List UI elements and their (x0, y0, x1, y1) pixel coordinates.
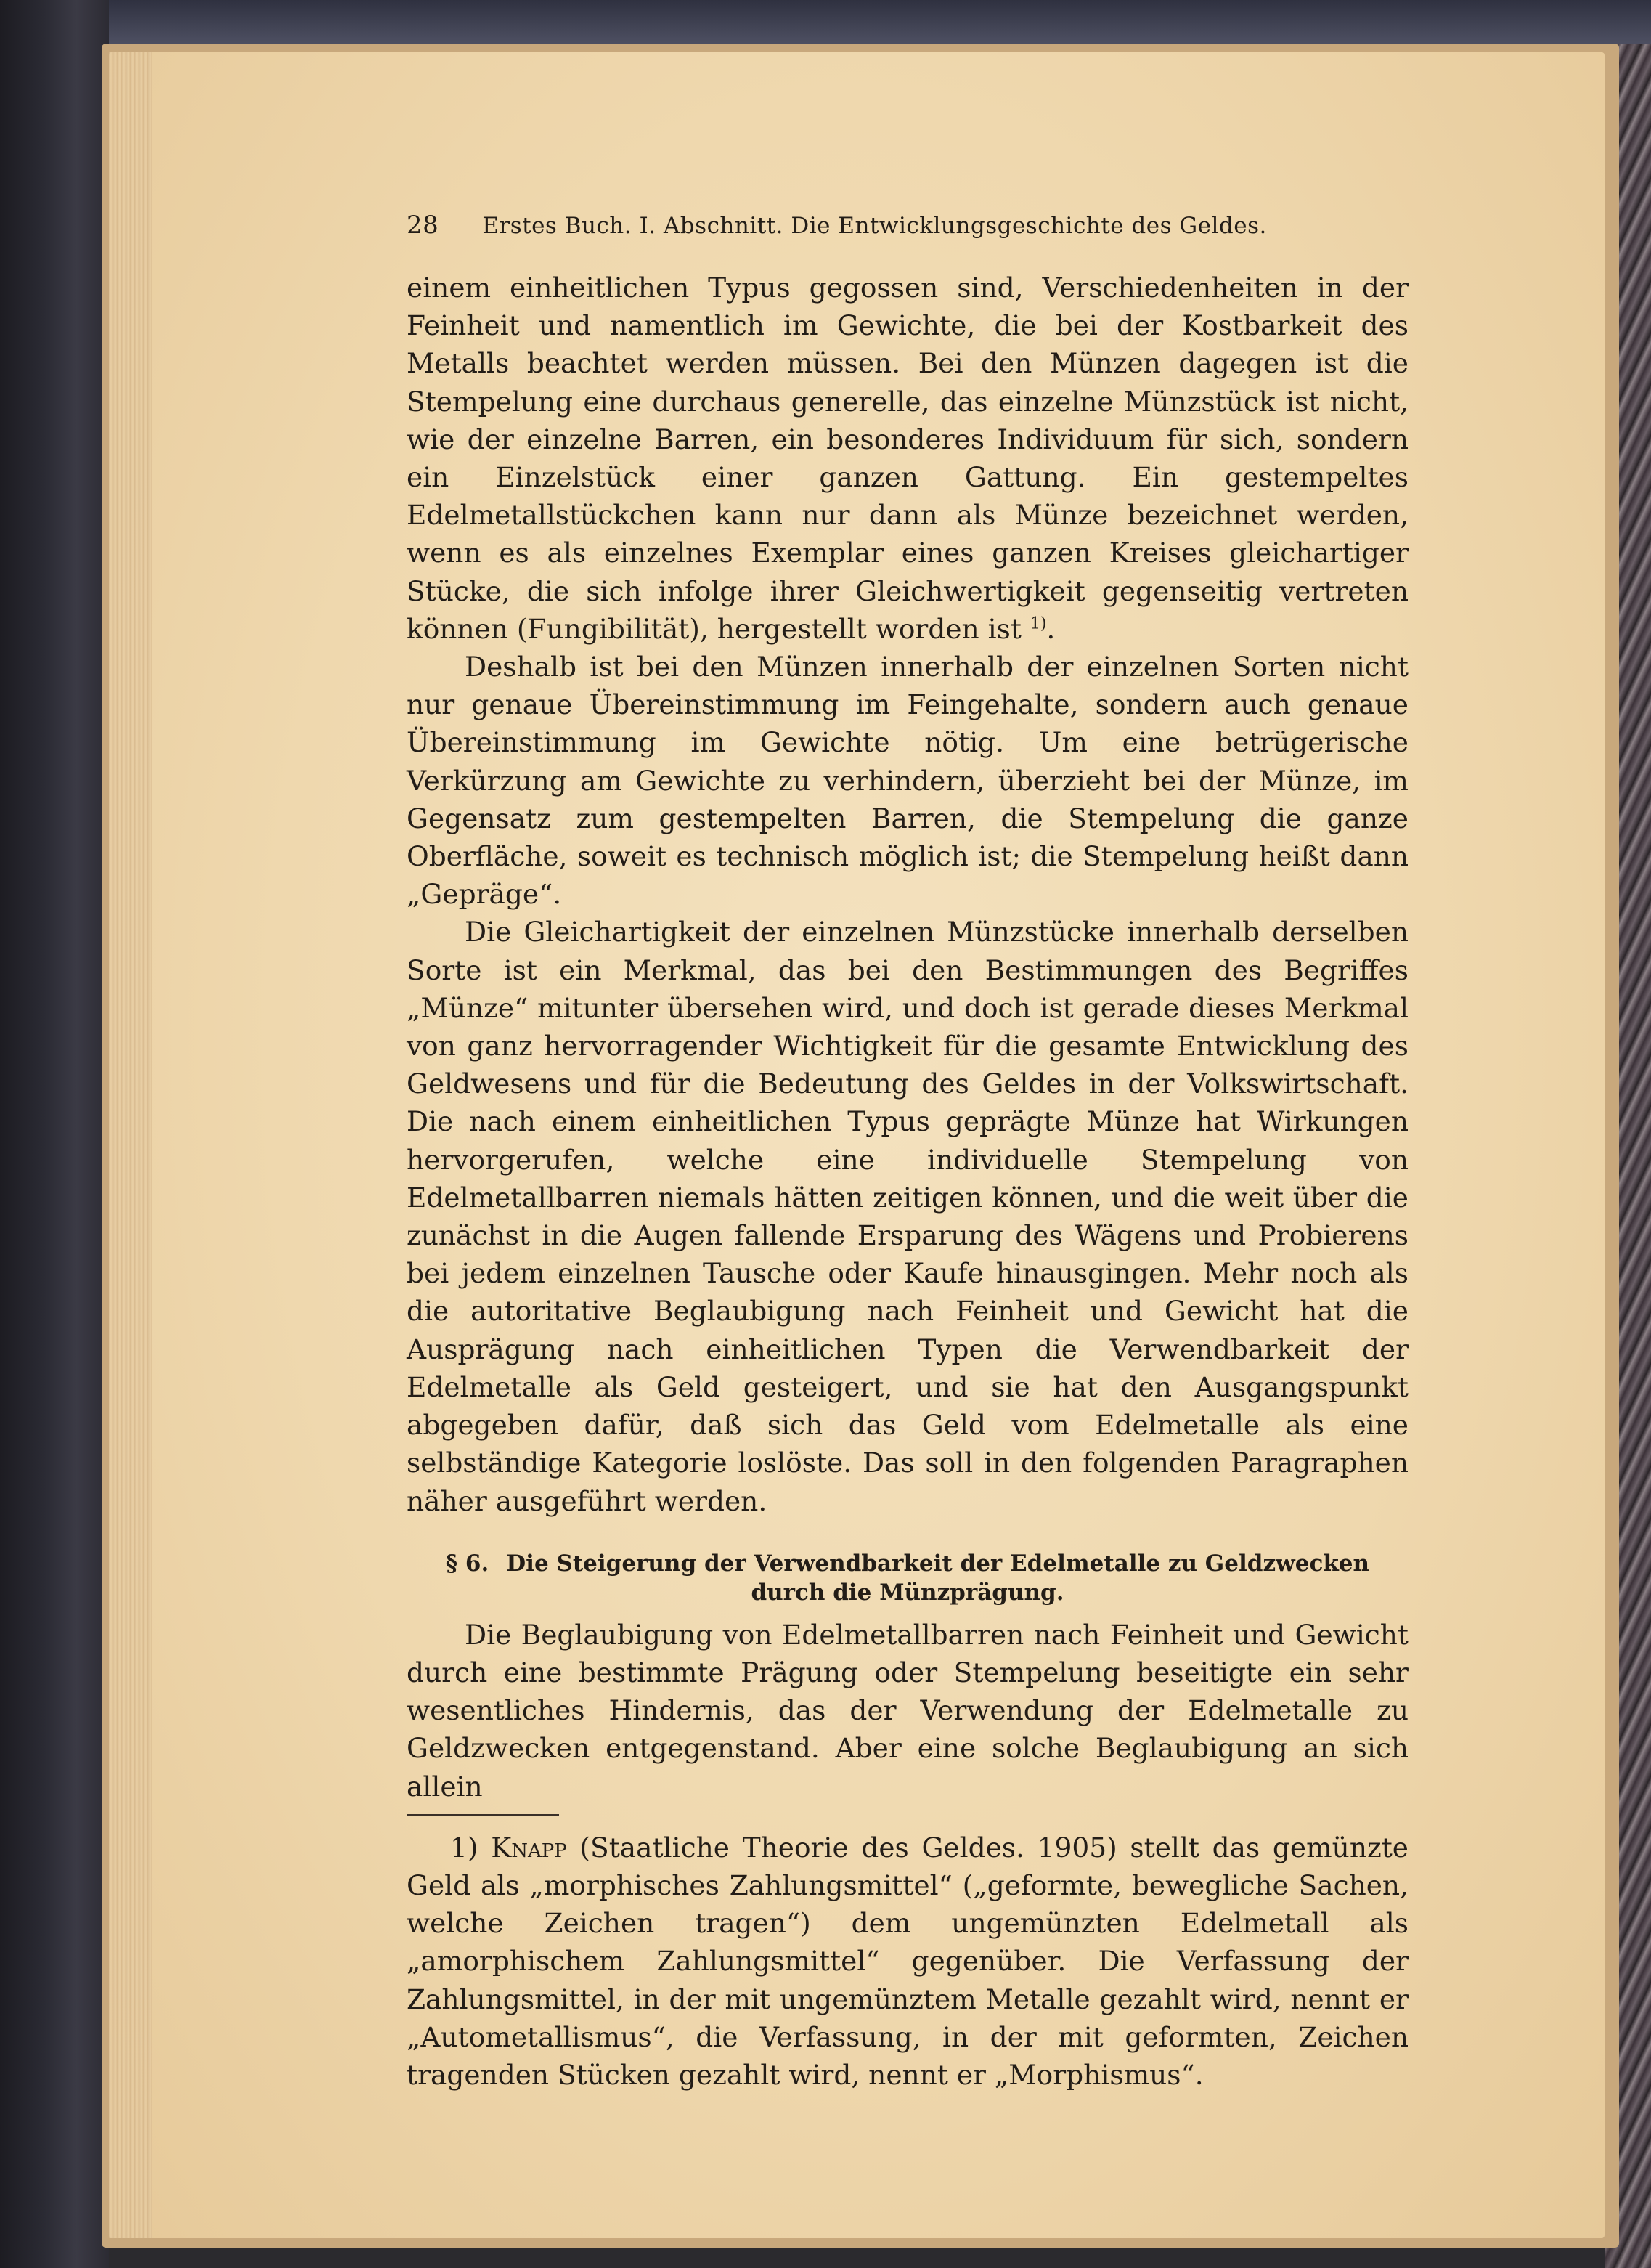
paragraph-3: Die Gleichartigkeit der einzelnen Münzstücke innerhalb derselben Sorte ist ein Merkmal, das bei den Bestimmungen des Begriffes „Münze“ mitunter übersehen wird, und doch ist gerade dieses Merkmal von ganz hervorragender Wichtigkeit für die gesamte Entwicklung des Geldwesens und für die Bedeutung des Geldes in der Volkswirtschaft. Die nach einem einheitlichen Typus geprägte Münze hat Wirkungen hervorgerufen, welche eine individuelle Stempelung von Edelmetallbarren niemals hätten zeitigen können, und die weit über die zunächst in die Augen fallende Ersparung des Wägens und Probierens bei jedem einzelnen Tausche oder Kaufe hinausgingen. Mehr noch als die autoritative Beglaubigung nach Feinheit und Gewicht hat die Ausprägung nach einheitlichen Typen die Verwendbarkeit der Edelmetalle als Geld gesteigert, und sie hat den Ausgangspunkt abgegeben dafür, daß sich das Geld vom Edelmetalle als eine selbständige Kategorie loslöste. Das soll in den folgenden Paragraphen näher ausgeführt werden. (407, 916, 1409, 1517)
section-paragraph: Die Beglaubigung von Edelmetallbarren nach Feinheit und Gewicht durch eine bestimmte Prägung oder Stempelung beseitigte ein sehr wesentliches Hindernis, das der Verwendung der Edelmetalle zu Geldzwecken entgegenstand. Aber eine solche Beglaubigung an sich allein (407, 1618, 1409, 1802)
running-title: Erstes Buch. I. Abschnitt. Die Entwicklungsgeschichte des Geldes. (482, 213, 1267, 239)
footnote-label: 1) (450, 1831, 478, 1863)
section-title-line-1: Die Steigerung der Verwendbarkeit der Edelmetalle zu Geldzwecken (506, 1550, 1370, 1577)
paragraph-1 (407, 269, 1409, 648)
footnote (407, 1829, 1409, 2094)
footnote-rule (407, 1814, 559, 1816)
footnote-reference-tail: . (1046, 612, 1056, 645)
footnote-reference: 1) (1030, 614, 1047, 633)
footnote-author: Knapp (491, 1831, 567, 1863)
running-header (407, 211, 1409, 247)
page-content (407, 211, 1409, 2094)
paragraph-1-text: einem einheitlichen Typus gegossen sind, Verschiedenheiten in der Feinheit und namentlich im Gewichte, die bei der Kostbarkeit des Metalls beachtet werden müssen. Bei den Münzen dagegen ist die Stempelung eine durchaus generelle, das einzelne Münzstück ist nicht, wie der einzelne Barren, ein besonderes Individuum für sich, sondern ein Einzelstück einer ganzen Gattung. Ein gestempeltes Edelmetallstückchen kann nur dann als Münze bezeichnet werden, wenn es als einzelnes Exemplar eines ganzen Kreises gleichartiger Stücke, die sich infolge ihrer Gleichwertigkeit gegenseitig vertreten können (Fungibilität), hergestellt worden ist (407, 272, 1409, 645)
section-title-line-2: durch die Münzprägung. (751, 1579, 1064, 1606)
page-edges (109, 52, 152, 2238)
book-cover-left (0, 0, 109, 2268)
body-text (407, 269, 1409, 2094)
section-marker: § 6. (445, 1550, 489, 1577)
page-number: 28 (407, 211, 439, 240)
paragraph-2: Deshalb ist bei den Münzen innerhalb der einzelnen Sorten nicht nur genaue Übereinstimmung im Feingehalte, sondern auch genaue Übereinstimmung im Gewichte nötig. Um eine betrügerische Verkürzung am Gewichte zu verhindern, überzieht bei der Münze, im Gegensatz zum gestempelten Barren, die Stempelung die ganze Oberfläche, soweit es technisch möglich ist; die Stempelung heißt dann „Gepräge“. (407, 651, 1409, 911)
footnote-text: (Staatliche Theorie des Geldes. 1905) stellt das gemünzte Geld als „morphisches Zahlungsmittel“ („geformte, bewegliche Sachen, welche Zeichen tragen“) dem ungemünzten Edelmetall als „amorphischem Zahlungsmittel“ gegenüber. Die Verfassung der Zahlungsmittel, in der mit ungemünztem Metalle gezahlt wird, nennt er „Autometallismus“, die Verfassung, in der mit geformten, Zeichen tragenden Stücken gezahlt wird, nennt er „Morphismus“. (407, 1831, 1409, 2091)
section-heading (407, 1549, 1409, 1607)
